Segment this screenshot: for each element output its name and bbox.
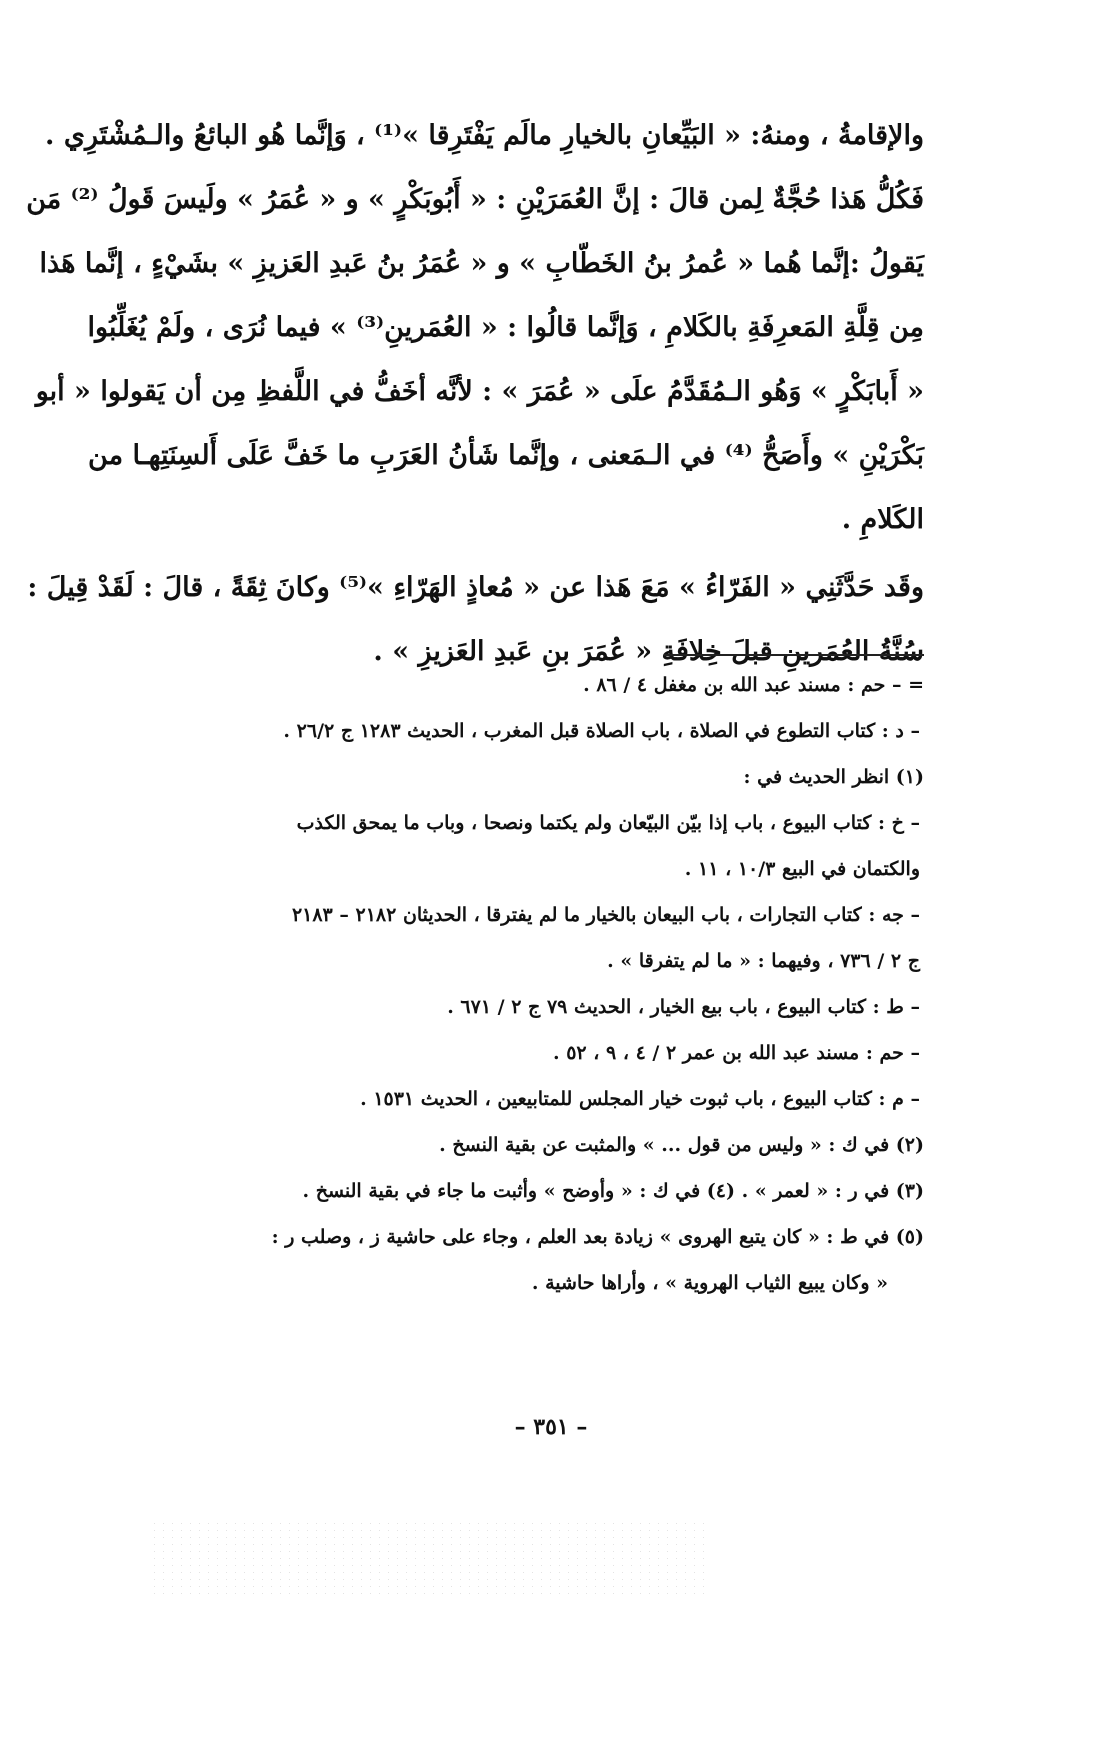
footnote-line: – حم : مسند عبد الله بن عمر ٢ / ٤ ، ٩ ، ٥٢ . (552, 1042, 920, 1064)
main-text-line: وقَد حَدَّثَنِي « الفَرّاءُ » مَعَ هَذا عن « مُعاذٍ الهَرّاءِ »⁽⁵⁾ وكانَ ثِقَةً ، قالَ : لَقَدْ قِيلَ : (27, 572, 924, 603)
footnote-line: (٢) في ك : « وليس من قول ... » والمثبت عن بقية النسخ . (439, 1134, 924, 1156)
footnote-line: – د : كتاب التطوع في الصلاة ، باب الصلاة قبل المغرب ، الحديث ١٢٨٣ ج ٢٦/٢ . (283, 720, 920, 742)
footnote-line: – جه : كتاب التجارات ، باب البيعان بالخيار ما لم يفترقا ، الحديثان ٢١٨٢ – ٢١٨٣ (291, 904, 920, 926)
page-number: – ٣٥١ – (514, 1414, 588, 1440)
main-text-line: سُنَّةُ العُمَرينِ قبلَ خِلافَةِ « عُمَرَ بنِ عَبدِ العَزيزِ » . (373, 636, 924, 667)
main-text-line: يَقولُ :إنَّما هُما « عُمرُ بنُ الخَطّابِ » و « عُمَرُ بنُ عَبدِ العَزيزِ » بشَيْءٍ ، إنَّما هَذا (39, 248, 924, 279)
scan-noise (150, 1520, 710, 1600)
footnote-line: – ط : كتاب البيوع ، باب بيع الخيار ، الحديث ٧٩ ج ٢ / ٦٧١ . (447, 996, 920, 1018)
main-text-block (26, 104, 924, 684)
footnote-line: ج ٢ / ٧٣٦ ، وفيهما : « ما لم يتفرقا » . (607, 950, 920, 972)
main-text-line: « أَبابَكْرٍ » وَهُو الـمُقَدَّمُ علَى « عُمَرَ » : لأنَّه أخَفُّ في اللَّفظِ مِن أن يَقولوا « أبو (35, 376, 924, 407)
main-text-line: مِن قِلَّةِ المَعرِفَةِ بالكَلامِ ، وَإنَّما قالُوا : « العُمَرينِ⁽³⁾ » فيما نُرَى ، ولَمْ يُغَلِّبُوا (87, 312, 924, 343)
footnote-separator (664, 654, 924, 656)
footnote-line: – خ : كتاب البيوع ، باب إذا بيّن البيّعان ولم يكتما ونصحا ، وباب ما يمحق الكذب (296, 812, 920, 834)
main-text-line: والإقامةُ ، ومنهُ: « البَيِّعانِ بالخيارِ مالَم يَفْتَرِقا »⁽¹⁾ ، وَإنَّما هُو البائعُ والـمُشْتَرِي . (45, 120, 924, 151)
footnote-line: – م : كتاب البيوع ، باب ثبوت خيار المجلس للمتابيعين ، الحديث ١٥٣١ . (360, 1088, 920, 1110)
footnote-line: « وكان يبيع الثياب الهروية » ، وأراها حاشية . (531, 1272, 888, 1294)
main-text-line: الكَلامِ . (841, 504, 924, 535)
main-text-line: بَكْرَيْنِ » وأَصَحُّ ⁽⁴⁾ في الـمَعنى ، وإنَّما شَأنُ العَرَبِ ما خَفَّ عَلَى أَلسِنَتِهـا من (88, 440, 924, 471)
footnote-line: = – حم : مسند عبد الله بن مغفل ٤ / ٨٦ . (583, 674, 924, 696)
footnotes-block (144, 662, 924, 1306)
footnote-line: (١) انظر الحديث في : (743, 766, 924, 788)
footnote-line: (٣) في ر : « لعمر » . (٤) في ك : « وأوضح » وأثبت ما جاء في بقية النسخ . (302, 1180, 924, 1202)
main-text-line: فَكُلُّ هَذا حُجَّةٌ لِمن قالَ : إنَّ العُمَرَيْنِ : « أَبُوبَكْرٍ » و « عُمَرُ » ولَيسَ قَولُ ⁽²⁾ مَن (26, 184, 924, 215)
footnote-line: والكتمان في البيع ١٠/٣ ، ١١ . (684, 858, 920, 880)
footnote-line: (٥) في ط : « كان يتبع الهروى » زيادة بعد العلم ، وجاء على حاشية ز ، وصلب ر : (271, 1226, 924, 1248)
